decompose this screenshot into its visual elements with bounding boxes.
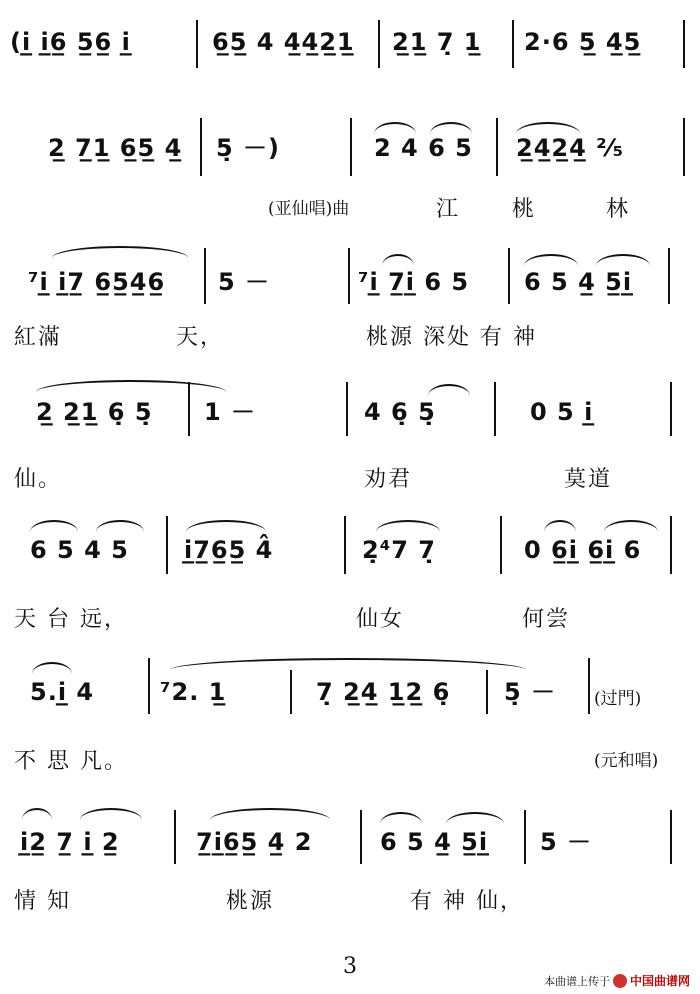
barline (204, 248, 206, 304)
lyric: 有 神 仙， (410, 889, 524, 914)
slur (30, 520, 78, 532)
barline (588, 658, 590, 714)
measure-3-1: ⁷i̲ i̲7̲ 6̲5̲4̲6̲ (28, 268, 166, 296)
lyric: 不 思 凡。 (14, 749, 128, 774)
slur (596, 254, 650, 266)
barline (188, 382, 190, 436)
slur (170, 658, 526, 670)
barline (496, 118, 498, 176)
barline (290, 670, 292, 714)
barline (200, 118, 202, 176)
measure-5-3: 2̣⁴7 7̣ (362, 536, 436, 564)
measure-6-1: 5.i̲ 4 (30, 678, 95, 706)
measure-7-3: 6 5 4̲ 5̲i̲ (380, 828, 489, 856)
lyric: 天 台 远， (14, 607, 128, 632)
measure-3-3: ⁷i̲ 7̲i̲ 6 5 (358, 268, 470, 296)
slur (524, 254, 578, 266)
barline (174, 810, 176, 864)
lyric: 仙。 (14, 467, 63, 492)
lyric: 劝君 (364, 467, 413, 492)
slur (446, 812, 504, 824)
barline (350, 118, 352, 176)
slur (374, 122, 416, 134)
lyric: 莫道 (564, 467, 613, 492)
lyric: 何尝 (522, 607, 571, 632)
measure-5-2: i̲7̲6̲5̲ 4̂ (184, 536, 274, 564)
barline (670, 382, 672, 436)
barline (683, 20, 685, 68)
slur (80, 808, 142, 820)
barline (378, 20, 380, 68)
barline (508, 248, 510, 304)
slur (32, 662, 72, 674)
measure-7-2: 7̲i̲6̲5̲ 4̲ 2 (196, 828, 313, 856)
barline (196, 20, 198, 68)
measure-1-2: 6̲5̲ 4 4̲4̲2̲1̲ (212, 28, 355, 56)
measure-2-2: 5̣ －) (216, 134, 281, 162)
measure-5-4: 0 6̲i̲ 6̲i̲ 6 (524, 536, 642, 564)
measure-4-1: 2̲ 2̲1̲ 6̣ 5̣ (36, 398, 153, 426)
measure-4-4: 0 5 i̲ (530, 398, 594, 426)
measure-6-2: ⁷2. 1̲ (160, 678, 227, 706)
measure-2-1: 2̲ 7̲1̲ 6̲5̲ 4̲ (48, 134, 183, 162)
site-footer[interactable] (544, 972, 690, 989)
slur (604, 520, 658, 532)
barline (344, 516, 346, 574)
measure-5-1: 6 5 4 5 (30, 536, 129, 564)
bracket-note: (过門) (594, 689, 642, 709)
slur (544, 520, 576, 532)
barline (524, 810, 526, 864)
lyric: 桃 (512, 197, 537, 222)
slur (52, 246, 188, 258)
barline (486, 670, 488, 714)
lyric: 紅滿 (14, 325, 63, 350)
measure-3-2: 5 － (218, 268, 271, 296)
measure-7-1: i̲2̲ 7̲ i̲ 2̲ (20, 828, 120, 856)
barline (670, 516, 672, 574)
slur (186, 520, 266, 532)
slur (428, 384, 470, 396)
slur (516, 122, 580, 134)
measure-6-3: 7̣ 2̲4̲ 1̲2̲ 6̣ (316, 678, 451, 706)
slur (96, 520, 144, 532)
lyric: (亚仙唱)曲 (268, 199, 350, 219)
measure-2-4: 2̲4̲2̲4̲ ²⁄₅ (516, 134, 625, 162)
site-logo-icon (613, 974, 627, 988)
lyric: 情 知 (14, 889, 71, 914)
measure-6-4: 5̣ － (504, 678, 557, 706)
slur (36, 380, 226, 392)
lyric: 林 (606, 197, 631, 222)
barline (500, 516, 502, 574)
slur (210, 808, 330, 820)
measure-4-2: 1 － (204, 398, 257, 426)
slur (382, 254, 414, 266)
barline (668, 248, 670, 304)
measure-1-4: 2·6 5̲ 4̲5̲ (524, 28, 642, 56)
page-number: 3 (343, 954, 357, 979)
lyric: 江 (436, 197, 461, 222)
lyric: 天， (176, 325, 225, 350)
slur (430, 122, 472, 134)
slur (376, 520, 440, 532)
measure-7-4: 5 － (540, 828, 593, 856)
lyric: 桃源 (226, 889, 275, 914)
site-name: 中国曲谱网 (629, 974, 690, 988)
barline (346, 382, 348, 436)
lyric: (元和唱) (594, 751, 659, 771)
barline (348, 248, 350, 304)
barline (494, 382, 496, 436)
measure-4-3: 4 6̣ 5̣ (364, 398, 436, 426)
lyric: 桃源 深处 有 神 (366, 325, 537, 350)
footer-text: 本曲谱上传于 (543, 974, 610, 988)
slur (380, 812, 422, 824)
barline (683, 118, 685, 176)
measure-1-1: (i̲ i̲6̲ 5̲6̲ i̲ (10, 28, 131, 56)
barline (512, 20, 514, 68)
barline (148, 658, 150, 714)
measure-1-3: 2̲1̲ 7̣ 1̲ (392, 28, 482, 56)
measure-3-4: 6 5 4̲ 5̲i̲ (524, 268, 633, 296)
barline (670, 810, 672, 864)
barline (166, 516, 168, 574)
barline (360, 810, 362, 864)
lyric: 仙女 (356, 607, 405, 632)
measure-2-3: 2 4 6 5 (374, 134, 473, 162)
slur (22, 808, 52, 820)
